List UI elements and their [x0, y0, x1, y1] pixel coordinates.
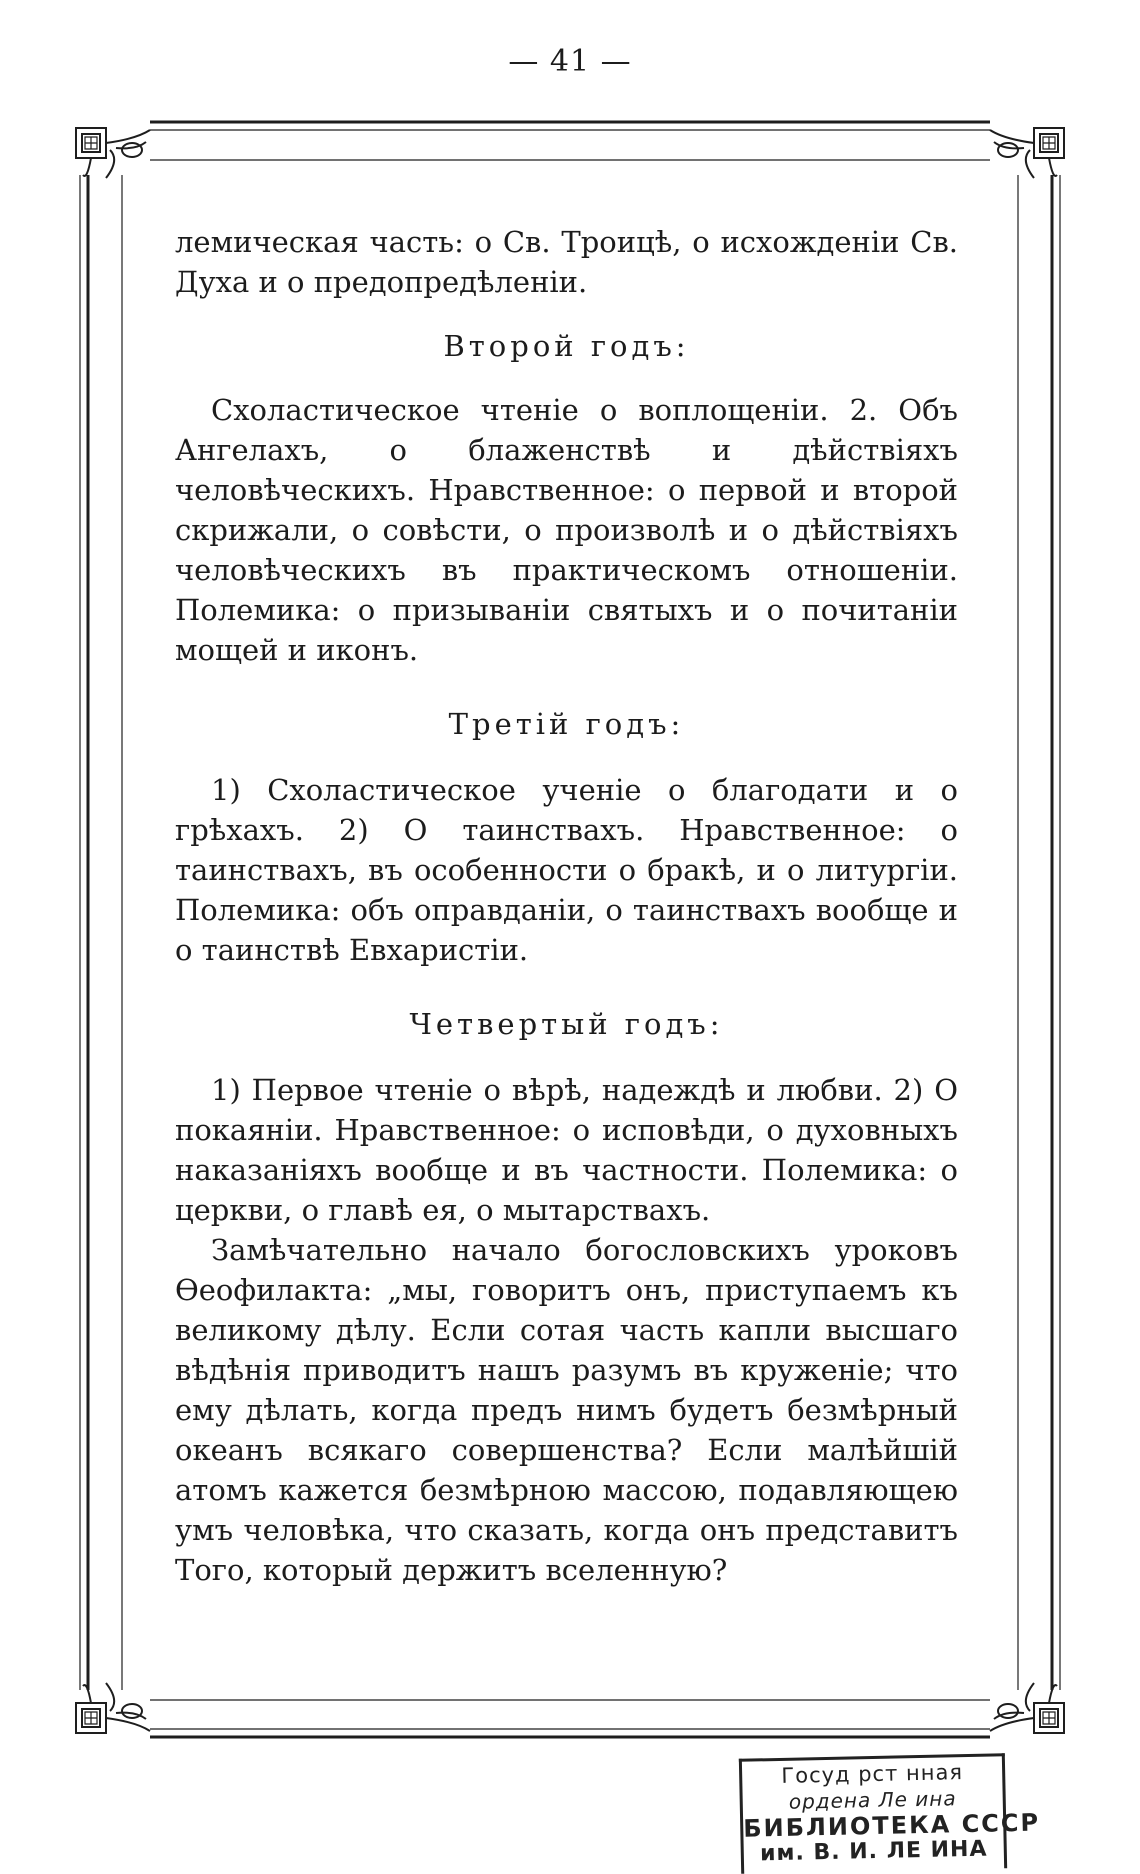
stamp-line-1: Госуд рст нная [781, 1760, 964, 1788]
corner-ornament-top-left [76, 128, 150, 178]
stamp-line-3: БИБЛИОТЕКА СССР [742, 1808, 1041, 1843]
paragraph-fourth-year: 1) Первое чтеніе о вѣрѣ, надеждѣ и любви. 2) О покаяніи. Нравственное: о исповѣди, о духовныхъ наказаніяхъ вообще и въ частности. Полемика: о церкви, о главѣ ея, о мытарствахъ. [175, 1073, 958, 1227]
corner-ornament-top-right [990, 128, 1064, 178]
paragraph-second-year: Схоластическое чтеніе о воплощеніи. 2. Объ Ангелахъ, о блаженствѣ и дѣйствіяхъ человѣческихъ. Нравственное: о первой и второй скрижали, о совѣсти, о произволѣ и о дѣйствіяхъ человѣческихъ въ практическомъ отношеніи. Полемика: о призываніи святыхъ и о почитаніи мощей и иконъ. [175, 393, 958, 667]
heading-second-year: Второй годъ: [443, 329, 690, 363]
paragraph-continued: лемическая часть: о Св. Троицѣ, о исхожденіи Св. Духа и о предопредѣленіи. [175, 225, 958, 299]
page-number: — 41 — [508, 44, 632, 79]
paragraph-third-year: 1) Схоластическое ученіе о благодати и о грѣхахъ. 2) О таинствахъ. Нравственное: о таинствахъ, въ особенности о бракѣ, и о литургіи. Полемика: объ оправданіи, о таинствахъ вообще и о таинствѣ Евхаристіи. [175, 773, 958, 967]
stamp-line-2: ордена Ле ина [788, 1786, 957, 1814]
heading-third-year: Третій годъ: [448, 707, 685, 741]
corner-ornament-bottom-right [990, 1683, 1064, 1733]
paragraph-theophylact: Замѣчательно начало богословскихъ уроковъ Ѳеофилакта: „мы, говоритъ онъ, приступаемъ къ великому дѣлу. Если сотая часть капли высшаго вѣдѣнія приводитъ нашъ разумъ въ круженіе; что ему дѣлать, когда предъ нимъ будетъ безмѣрный океанъ всякаго совершенства? Если малѣйшій атомъ кажется безмѣрною массою, подавляющею умъ человѣка, что сказать, когда онъ представитъ Того, который держитъ вселенную? [175, 1233, 958, 1587]
stamp-line-4: им. В. И. ЛЕ ИНА [759, 1836, 988, 1867]
library-stamp [739, 1753, 1041, 1874]
heading-fourth-year: Четвертый годъ: [409, 1007, 724, 1041]
main-text [175, 222, 958, 1590]
corner-ornament-bottom-left [76, 1683, 150, 1733]
